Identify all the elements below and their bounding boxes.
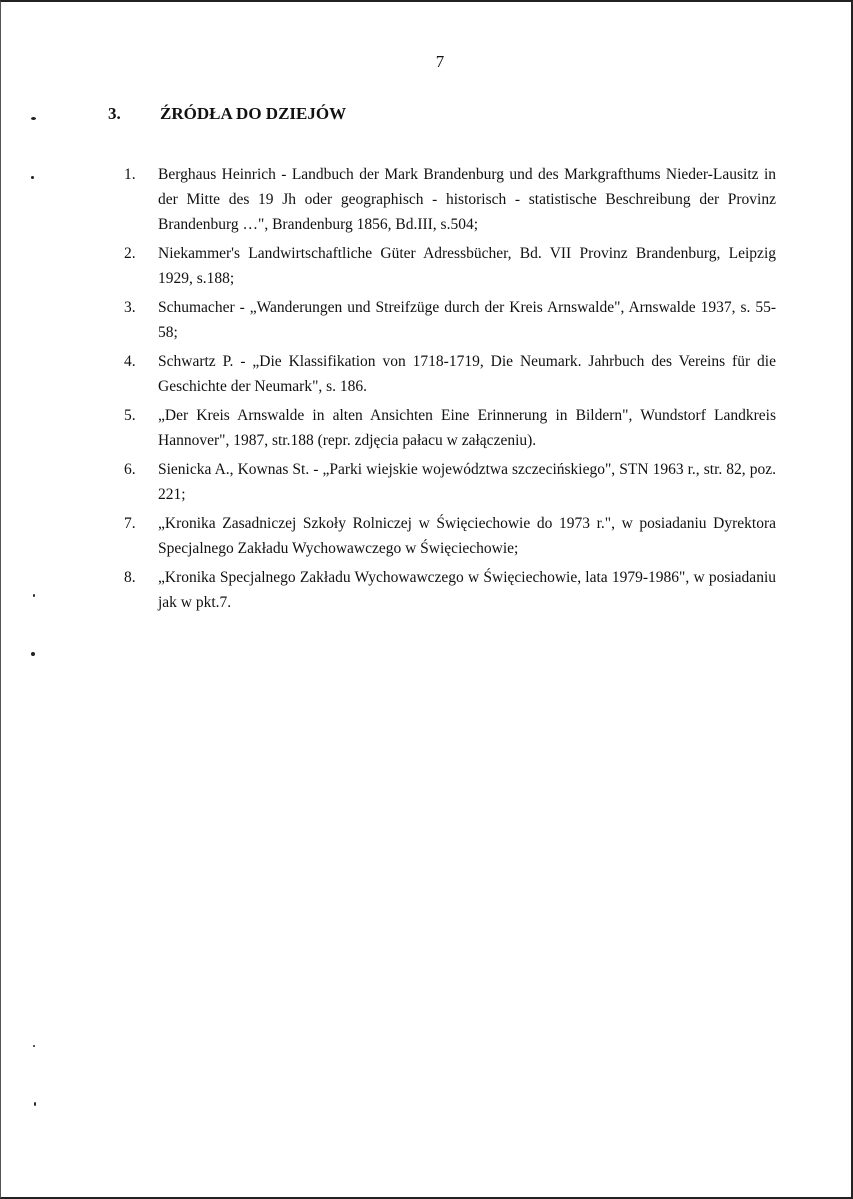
source-text: Berghaus Heinrich - Landbuch der Mark Brandenburg und des Markgrafthums Nieder-Lausitz in der Mitte des 19 Jh oder geographisch - historisch - statistische Beschreibung der Provinz Brandenburg …", Brandenburg 1856, Bd.III, s.504; xyxy=(158,166,776,233)
source-text: Sienicka A., Kownas St. - „Parki wiejskie województwa szczecińskiego", STN 1963 r., str. 82, poz. 221; xyxy=(158,461,776,503)
page-number: 7 xyxy=(435,52,445,71)
source-text: Niekammer's Landwirtschaftliche Güter Adressbücher, Bd. VII Provinz Brandenburg, Leipzig 1929, s.188; xyxy=(158,245,776,287)
source-item xyxy=(118,349,776,399)
scan-speck xyxy=(31,117,36,120)
source-item xyxy=(118,295,776,345)
source-number: 1. xyxy=(124,166,136,183)
scan-speck xyxy=(33,594,35,597)
source-item xyxy=(118,162,776,237)
section-number: 3. xyxy=(108,104,121,123)
source-text: „Kronika Zasadniczej Szkoły Rolniczej w Święciechowie do 1973 r.", w posiadaniu Dyrektora Specjalnego Zakładu Wychowawczego w Święciechowie; xyxy=(158,515,776,557)
scan-speck xyxy=(33,1045,35,1047)
section-title: ŹRÓDŁA DO DZIEJÓW xyxy=(160,104,347,123)
scan-speck xyxy=(31,652,35,656)
source-item xyxy=(118,511,776,561)
source-item xyxy=(118,403,776,453)
source-item xyxy=(118,457,776,507)
source-number: 7. xyxy=(124,515,136,532)
source-number: 6. xyxy=(124,461,136,478)
source-number: 4. xyxy=(124,353,136,370)
source-text: „Der Kreis Arnswalde in alten Ansichten Eine Erinnerung in Bildern", Wundstorf Landkreis Hannover", 1987, str.188 (repr. zdjęcia pałacu w załączeniu). xyxy=(158,407,776,449)
source-text: Schwartz P. - „Die Klassifikation von 1718-1719, Die Neumark. Jahrbuch des Vereins für die Geschichte der Neumark", s. 186. xyxy=(158,353,776,395)
source-item xyxy=(118,565,776,615)
section-heading xyxy=(108,104,346,124)
source-item xyxy=(118,241,776,291)
source-text: Schumacher - „Wanderungen und Streifzüge durch der Kreis Arnswalde", Arnswalde 1937, s. 55-58; xyxy=(158,299,776,341)
scan-speck xyxy=(31,176,34,179)
source-number: 5. xyxy=(124,407,136,424)
source-text: „Kronika Specjalnego Zakładu Wychowawczego w Święciechowie, lata 1979-1986", w posiadaniu jak w pkt.7. xyxy=(158,569,776,611)
source-number: 8. xyxy=(124,569,136,586)
scan-speck xyxy=(34,1102,36,1106)
source-number: 3. xyxy=(124,299,136,316)
sources-list xyxy=(118,162,776,619)
source-number: 2. xyxy=(124,245,136,262)
